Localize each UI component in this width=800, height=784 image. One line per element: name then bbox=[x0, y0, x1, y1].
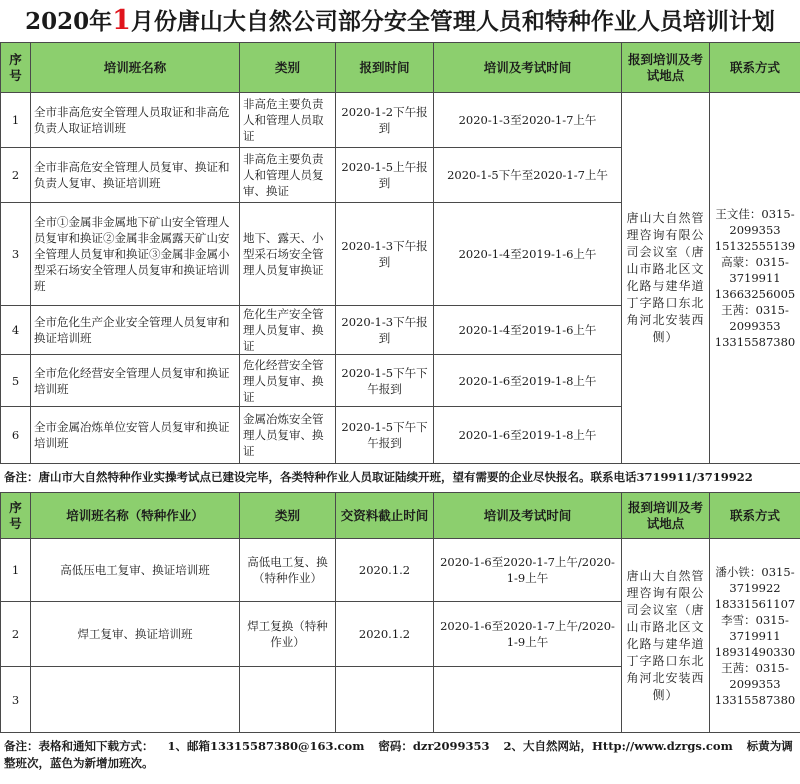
page-title bbox=[0, 4, 800, 38]
table-header-row bbox=[1, 43, 800, 93]
row-period bbox=[434, 667, 622, 733]
header-checkin: 报到时间 bbox=[336, 43, 434, 93]
header-location: 报到培训及考试地点 bbox=[622, 43, 710, 93]
row-checkin: 2020-1-5下午下午报到 bbox=[336, 407, 434, 464]
row-deadline bbox=[336, 667, 434, 733]
training-table-management bbox=[0, 42, 800, 464]
row-category: 非高危主要负责人和管理人员取证 bbox=[240, 93, 336, 148]
row-period: 2020-1-6至2019-1-8上午 bbox=[434, 407, 622, 464]
row-period: 2020-1-4至2019-1-6上午 bbox=[434, 306, 622, 355]
header-deadline: 交资料截止时间 bbox=[336, 493, 434, 539]
row-name: 高低压电工复审、换证培训班 bbox=[31, 539, 240, 602]
row-category: 焊工复换（特种作业） bbox=[240, 602, 336, 667]
row-period: 2020-1-4至2019-1-6上午 bbox=[434, 203, 622, 306]
row-category: 危化经营安全管理人员复审、换证 bbox=[240, 355, 336, 407]
row-checkin: 2020-1-2下午报到 bbox=[336, 93, 434, 148]
row-name: 全市金属冶炼单位安管人员复审和换证培训班 bbox=[31, 407, 240, 464]
row-checkin: 2020-1-3下午报到 bbox=[336, 306, 434, 355]
row-name: 全市非高危安全管理人员取证和非高危负责人取证培训班 bbox=[31, 93, 240, 148]
header-contact: 联系方式 bbox=[710, 493, 800, 539]
header-period: 培训及考试时间 bbox=[434, 43, 622, 93]
header-category: 类别 bbox=[240, 43, 336, 93]
row-no: 1 bbox=[1, 93, 31, 148]
contact-cell: 潘小铁：0315-3719922 18331561107 李雪：0315-3719911 18931490330 王茜：0315-2099353 13315587380 bbox=[710, 539, 800, 733]
note-special-operations: 备注：唐山市大自然特种作业实操考试点已建设完毕，各类特种作业人员取证陆续开班，望有需要的企业尽快报名。联系电话3719911/3719922 bbox=[4, 470, 753, 484]
table-row bbox=[1, 93, 800, 148]
header-name: 培训班名称 bbox=[31, 43, 240, 93]
row-category: 地下、露天、小型采石场安全管理人员复审换证 bbox=[240, 203, 336, 306]
note-website[interactable]: 2、大自然网站，Http://www.dzrgs.com bbox=[503, 739, 733, 753]
row-no: 2 bbox=[1, 602, 31, 667]
row-category: 高低电工复、换（特种作业） bbox=[240, 539, 336, 602]
table-row bbox=[1, 539, 800, 602]
row-category: 非高危主要负责人和管理人员复审、换证 bbox=[240, 148, 336, 203]
row-no: 3 bbox=[1, 667, 31, 733]
title-prefix: 2020年 bbox=[25, 8, 113, 35]
header-location: 报到培训及考试地点 bbox=[622, 493, 710, 539]
row-category: 危化生产安全管理人员复审、换证 bbox=[240, 306, 336, 355]
row-name bbox=[31, 667, 240, 733]
row-no: 4 bbox=[1, 306, 31, 355]
training-table-special bbox=[0, 492, 800, 733]
header-category: 类别 bbox=[240, 493, 336, 539]
title-suffix: 月份唐山大自然公司部分安全管理人员和特种作业人员培训计划 bbox=[130, 8, 775, 35]
row-category bbox=[240, 667, 336, 733]
row-deadline: 2020.1.2 bbox=[336, 539, 434, 602]
row-no: 2 bbox=[1, 148, 31, 203]
row-name: 全市非高危安全管理人员复审、换证和负责人复审、换证培训班 bbox=[31, 148, 240, 203]
note-tail: 标黄为调整班次，蓝色为新增加班次。 bbox=[4, 739, 793, 770]
row-period: 2020-1-6至2020-1-7上午/2020-1-9上午 bbox=[434, 539, 622, 602]
row-period: 2020-1-5下午至2020-1-7上午 bbox=[434, 148, 622, 203]
note-download bbox=[0, 738, 800, 772]
note-email: 1、邮箱13315587380@163.com bbox=[167, 739, 365, 753]
row-name: 全市①金属非金属地下矿山安全管理人员复审和换证②金属非金属露天矿山安全管理人员复审和换证③金属非金属小型采石场安全管理人员复审和换证培训班 bbox=[31, 203, 240, 306]
row-no: 5 bbox=[1, 355, 31, 407]
header-no: 序号 bbox=[1, 493, 31, 539]
row-period: 2020-1-6至2019-1-8上午 bbox=[434, 355, 622, 407]
header-no: 序号 bbox=[1, 43, 31, 93]
row-period: 2020-1-6至2020-1-7上午/2020-1-9上午 bbox=[434, 602, 622, 667]
note-download-label: 备注：表格和通知下载方式： bbox=[4, 739, 154, 753]
header-period: 培训及考试时间 bbox=[434, 493, 622, 539]
row-checkin: 2020-1-5下午下午报到 bbox=[336, 355, 434, 407]
row-checkin: 2020-1-3下午报到 bbox=[336, 203, 434, 306]
row-period: 2020-1-3至2020-1-7上午 bbox=[434, 93, 622, 148]
row-name: 焊工复审、换证培训班 bbox=[31, 602, 240, 667]
contact-cell: 王文佳：0315-2099353 15132555139 高蒙：0315-3719911 13663256005 王茜：0315-2099353 13315587380 bbox=[710, 93, 800, 464]
note-password: 密码：dzr2099353 bbox=[378, 739, 490, 753]
row-checkin: 2020-1-5上午报到 bbox=[336, 148, 434, 203]
row-no: 1 bbox=[1, 539, 31, 602]
row-deadline: 2020.1.2 bbox=[336, 602, 434, 667]
table-header-row bbox=[1, 493, 800, 539]
row-name: 全市危化生产企业安全管理人员复审和换证培训班 bbox=[31, 306, 240, 355]
row-name: 全市危化经营安全管理人员复审和换证培训班 bbox=[31, 355, 240, 407]
row-category: 金属冶炼安全管理人员复审、换证 bbox=[240, 407, 336, 464]
location-cell: 唐山大自然管理咨询有限公司会议室（唐山市路北区文化路与建华道丁字路口东北角河北安装西侧） bbox=[622, 93, 710, 464]
header-contact: 联系方式 bbox=[710, 43, 800, 93]
row-no: 6 bbox=[1, 407, 31, 464]
row-no: 3 bbox=[1, 203, 31, 306]
location-cell: 唐山大自然管理咨询有限公司会议室（唐山市路北区文化路与建华道丁字路口东北角河北安装西侧） bbox=[622, 539, 710, 733]
header-name: 培训班名称（特种作业） bbox=[31, 493, 240, 539]
title-month: 1 bbox=[112, 5, 131, 36]
